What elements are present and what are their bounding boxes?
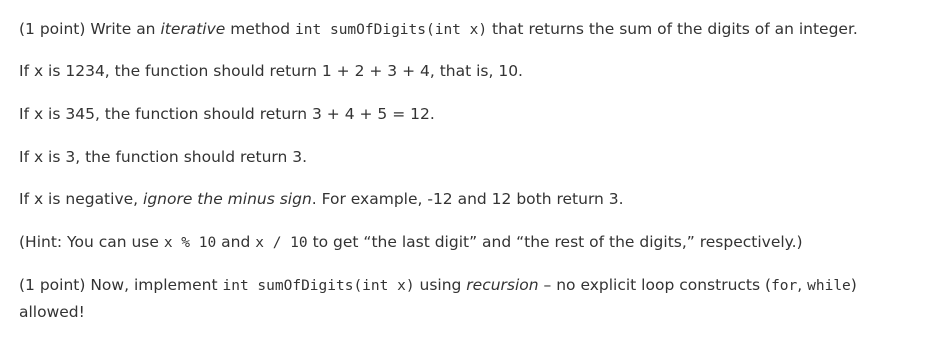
q2-text-4: , (797, 276, 808, 294)
hint-text-2: and (216, 233, 256, 251)
neg-text-1: If x is negative, (19, 190, 144, 208)
hint-text-1: (Hint: You can use (19, 233, 164, 251)
q1-text-3: that returns the sum of the digits of an integer. (487, 20, 858, 38)
q2-method-signature: int sumOfDigits(int x) (222, 278, 415, 294)
q2-code-for: for (771, 278, 798, 294)
q2-text-2: using (414, 276, 467, 294)
q2-code-while: while (807, 278, 851, 294)
q1-emphasis-iterative: iterative (160, 20, 226, 38)
question-2-paragraph (19, 272, 919, 325)
hint-text-3: to get “the last digit” and “the rest of the digits,” respectively.) (307, 233, 803, 251)
question-1-paragraph (19, 16, 928, 43)
q2-text-3: – no explicit loop constructs ( (538, 276, 772, 294)
example-345: If x is 345, the function should return 3 + 4 + 5 = 12. (19, 105, 435, 123)
q1-text-1: (1 point) Write an (19, 20, 161, 38)
q2-text-1: (1 point) Now, implement (19, 276, 223, 294)
hint-paragraph (19, 229, 928, 256)
negative-note (19, 186, 928, 212)
hint-code-mod: x % 10 (163, 235, 217, 251)
neg-emphasis: ignore the minus sign (143, 190, 312, 208)
example-3: If x is 3, the function should return 3. (19, 148, 308, 166)
hint-code-div: x / 10 (255, 235, 308, 251)
q1-method-signature: int sumOfDigits(int x) (295, 22, 488, 38)
q1-text-2: method (225, 20, 296, 38)
q2-text-5: ) allowed! (19, 276, 857, 321)
neg-text-2: . For example, -12 and 12 both return 3. (311, 190, 624, 208)
q2-emphasis-recursion: recursion (466, 276, 539, 294)
example-1234: If x is 1234, the function should return 1 + 2 + 3 + 4, that is, 10. (19, 62, 523, 80)
